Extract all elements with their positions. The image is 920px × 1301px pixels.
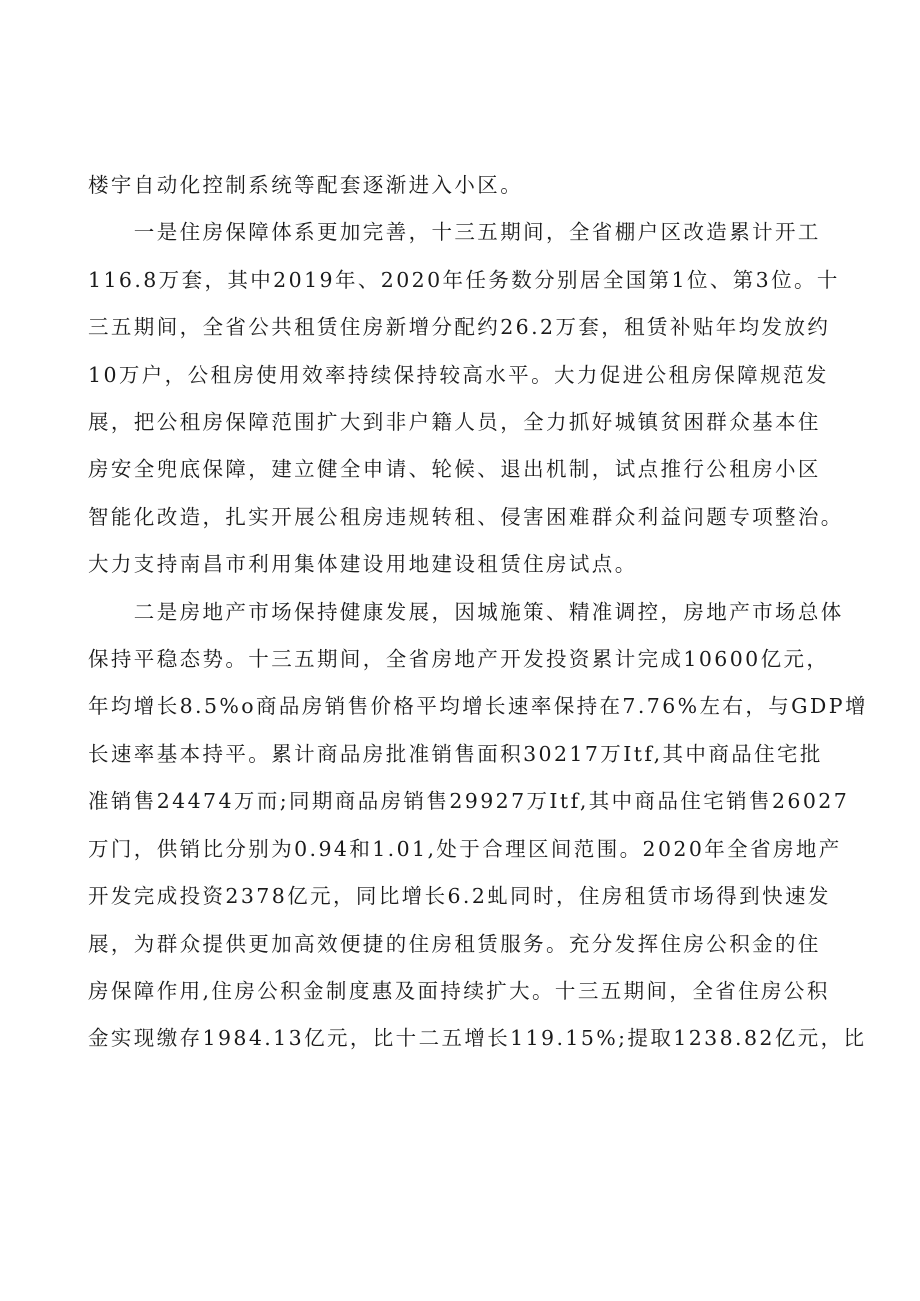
text-line: 10万户，公租房使用效率持续保持较高水平。大力促进公租房保障规范发 (88, 362, 829, 387)
text-line: 智能化改造，扎实开展公租房违规转租、侵害困难群众利益问题专项整治。 (88, 504, 844, 529)
text-line: 长速率基本持平。累计商品房批准销售面积30217万Itf,其中商品住宅批 (88, 741, 823, 766)
text-line: 一是住房保障体系更加完善，十三五期间，全省棚户区改造累计开工 (88, 220, 821, 245)
document-body (88, 162, 868, 1063)
text-line: 万门，供销比分别为0.94和1.01,处于合理区间范围。2020年全省房地产 (88, 836, 842, 861)
text-line: 准销售24474万而;同期商品房销售29927万Itf,其中商品住宅销售26027 (88, 789, 850, 814)
text-line: 楼宇自动化控制系统等配套逐渐进入小区。 (88, 173, 524, 197)
text-line: 116.8万套，其中2019年、2020年任务数分别居全国第1位、第3位。十 (88, 267, 840, 292)
text-line: 二是房地产市场保持健康发展，因城施策、精准调控，房地产市场总体 (88, 599, 844, 624)
text-line: 房安全兜底保障，建立健全申请、轮候、退出机制，试点推行公租房小区 (88, 457, 821, 482)
text-line: 大力支持南昌市利用集体建设用地建设租赁住房试点。 (88, 552, 638, 577)
text-line: 金实现缴存1984.13亿元，比十二五增长119.15%;提取1238.82亿元，比 (88, 1026, 867, 1051)
text-line: 房保障作用,住房公积金制度惠及面持续扩大。十三五期间，全省住房公积 (88, 978, 830, 1003)
text-line: 年均增长8.5%o商品房销售价格平均增长速率保持在7.76%左右，与GDP增 (88, 694, 868, 719)
text-line: 三五期间，全省公共租赁住房新增分配约26.2万套，租赁补贴年均发放约 (88, 315, 831, 340)
text-line: 开发完成投资2378亿元，同比增长6.2虬同时，住房租赁市场得到快速发 (88, 884, 831, 909)
text-line: 保持平稳态势。十三五期间，全省房地产开发投资累计完成10600亿元， (88, 647, 830, 672)
text-line: 展，为群众提供更加高效便捷的住房租赁服务。充分发挥住房公积金的住 (88, 931, 821, 956)
text-line: 展，把公租房保障范围扩大到非户籍人员，全力抓好城镇贫困群众基本住 (88, 410, 821, 435)
